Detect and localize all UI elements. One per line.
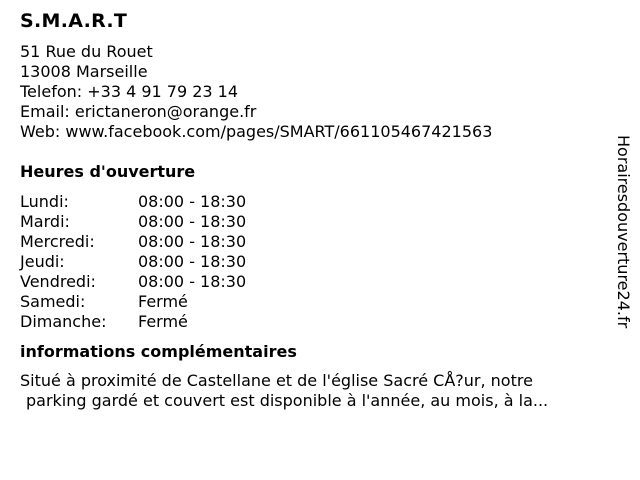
- hours-row-thursday: [20, 252, 610, 272]
- day-hours: Fermé: [138, 312, 188, 331]
- web-line: Web: www.facebook.com/pages/SMART/661105467421563: [20, 122, 493, 141]
- hours-row-friday: [20, 272, 610, 292]
- day-hours: 08:00 - 18:30: [138, 232, 247, 251]
- additional-info-line-2: parking gardé et couvert est disponible à l'année, au mois, à la...: [26, 391, 549, 410]
- day-label: Dimanche:: [20, 312, 107, 331]
- site-watermark: Horairesdouverture24.fr: [614, 135, 633, 329]
- hours-row-monday: [20, 192, 610, 212]
- hours-row-saturday: [20, 292, 610, 312]
- day-hours: Fermé: [138, 292, 188, 311]
- hours-row-tuesday: [20, 212, 610, 232]
- day-label: Mercredi:: [20, 232, 95, 251]
- day-hours: 08:00 - 18:30: [138, 212, 247, 231]
- additional-info-heading: informations complémentaires: [20, 342, 297, 361]
- opening-hours-heading: Heures d'ouverture: [20, 162, 196, 181]
- day-label: Lundi:: [20, 192, 69, 211]
- additional-info-line-1: Situé à proximité de Castellane et de l'église Sacré CÅ?ur, notre: [20, 371, 533, 390]
- hours-row-wednesday: [20, 232, 610, 252]
- business-name: S.M.A.R.T: [20, 10, 128, 32]
- contact-block: [20, 42, 610, 142]
- day-hours: 08:00 - 18:30: [138, 252, 247, 271]
- day-label: Samedi:: [20, 292, 86, 311]
- day-label: Vendredi:: [20, 272, 96, 291]
- business-card: [20, 9, 610, 411]
- phone-line: Telefon: +33 4 91 79 23 14: [20, 82, 239, 101]
- additional-info-text: [20, 371, 610, 411]
- opening-hours-table: [20, 192, 610, 332]
- hours-row-sunday: [20, 312, 610, 332]
- day-hours: 08:00 - 18:30: [138, 192, 247, 211]
- email-line: Email: erictaneron@orange.fr: [20, 102, 257, 121]
- day-hours: 08:00 - 18:30: [138, 272, 247, 291]
- day-label: Mardi:: [20, 212, 70, 231]
- address-street: 51 Rue du Rouet: [20, 42, 153, 61]
- address-city: 13008 Marseille: [20, 62, 148, 81]
- day-label: Jeudi:: [20, 252, 65, 271]
